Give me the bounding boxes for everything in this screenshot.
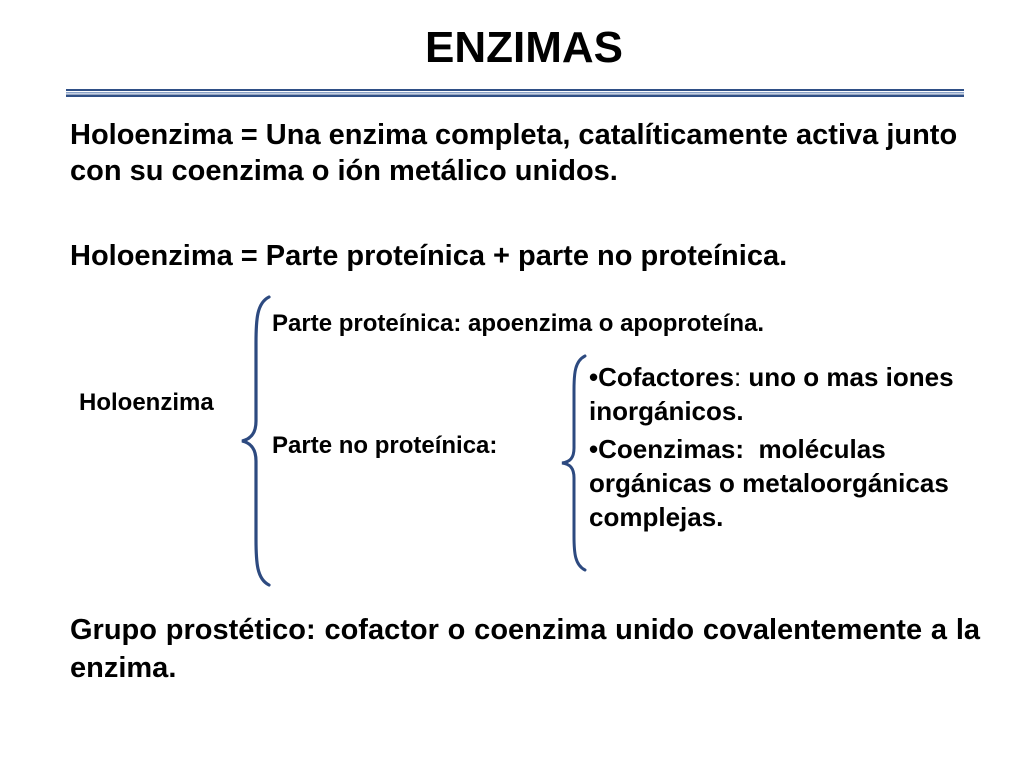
grupo-prostetico-definition: Grupo prostético: cofactor o coenzima unido covalentemente a la enzima. — [70, 614, 980, 684]
parte-proteinica-text: Parte proteínica: apoenzima o apoproteína. — [272, 310, 765, 337]
right-curly-brace — [558, 352, 588, 574]
term-separator: : — [735, 434, 745, 464]
no-proteinica-list — [589, 360, 969, 538]
left-curly-brace — [238, 293, 272, 589]
coenzimas-term: Coenzimas — [598, 434, 736, 464]
coenzimas-description: moléculas orgánicas o metaloorgánicas complejas. — [589, 434, 957, 532]
holoenzima-composition: Holoenzima = Parte proteínica + parte no proteínica. — [70, 240, 788, 272]
parte-no-proteinica-text: Parte no proteínica: — [272, 432, 498, 459]
slide-title: ENZIMAS — [425, 23, 623, 72]
holoenzima-label: Holoenzima — [79, 389, 214, 416]
title-divider-rule — [66, 89, 964, 99]
bullet: • — [589, 362, 599, 392]
coenzimas-list-item — [589, 432, 969, 534]
term-separator: : — [733, 362, 742, 392]
cofactores-description: uno o mas iones inorgánicos. — [589, 362, 954, 426]
cofactores-term: Cofactores — [598, 362, 734, 392]
bullet: • — [589, 434, 599, 464]
cofactores-list-item — [589, 360, 969, 428]
holoenzima-definition: Holoenzima = Una enzima completa, catalíticamente activa junto con su coenzima o ión metálico unidos. — [70, 119, 958, 187]
